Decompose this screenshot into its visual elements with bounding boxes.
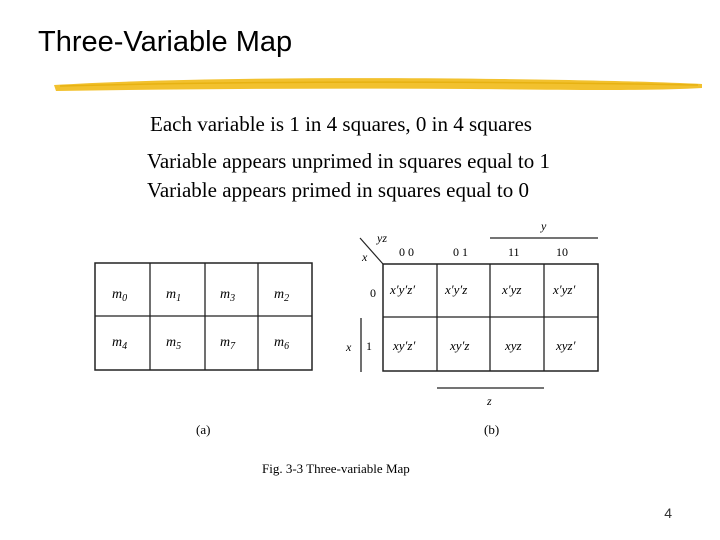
cell-b-r0c3: x′yz′ [553,282,576,297]
col-code-01: 0 1 [453,245,468,259]
figure-caption: Fig. 3-3 Three-variable Map [262,461,410,476]
minterm-m1: $m_1$ [166,287,182,304]
cell-b-r1c1: xy′z [450,338,470,353]
row-code-1: 1 [366,339,372,353]
col-code-00: 0 0 [399,245,414,259]
minterm-m7: $m_7$ [220,335,236,352]
cell-b-r0c1: x′y′z [445,282,468,297]
minterm-m2: $m_2$ [274,287,290,304]
map-b-label: (b) [484,422,500,437]
minterm-m4: $m_4$ [112,335,128,352]
z-bracket-label: z [487,394,492,408]
cell-b-r1c2: xyz [505,338,522,353]
cell-b-r0c2: x′yz [502,282,522,297]
y-bracket-label: y [541,219,547,233]
bullet-line-1: Each variable is 1 in 4 squares, 0 in 4 squares [150,112,532,136]
minterm-m6: $m_6$ [274,335,290,352]
map-b [345,219,598,437]
corner-yz-label: yz [377,231,387,245]
cell-b-r0c0: x′y′z′ [390,282,416,297]
cell-b-r1c0: xy′z′ [393,338,416,353]
slide-title: Three-Variable Map [38,26,293,58]
cell-b-r1c3: xyz′ [556,338,576,353]
row-code-0: 0 [370,286,376,300]
map-a-label: (a) [196,422,211,437]
minterm-m5: $m_5$ [166,335,182,352]
page-number: 4 [664,505,672,521]
x-bracket-label: x [346,340,352,354]
bullet-line-2: Variable appears unprimed in squares equal to 1 [147,149,550,173]
minterm-m0: $m_0$ [112,287,128,304]
col-code-10: 10 [556,245,568,259]
corner-x-label: x [362,250,368,264]
map-a [95,263,312,437]
col-code-11: 11 [508,245,520,259]
bullet-line-3: Variable appears primed in squares equal to 0 [147,178,529,202]
minterm-m3: $m_3$ [220,287,236,304]
